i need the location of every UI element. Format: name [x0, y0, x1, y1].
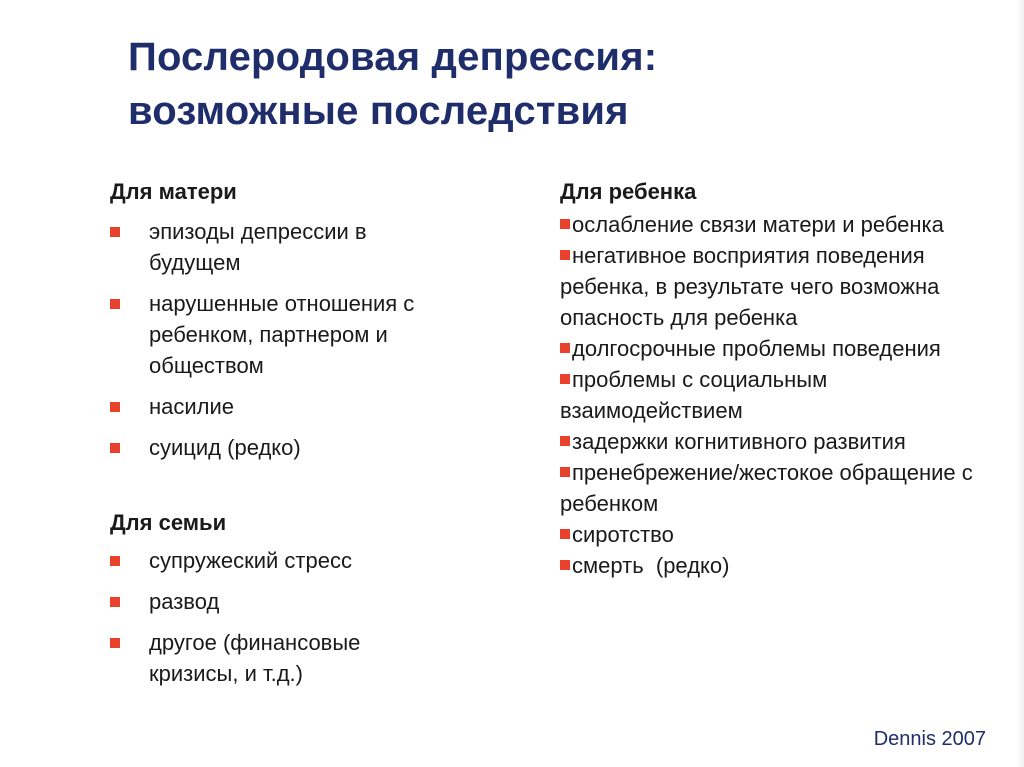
child-list-item-text: негативное восприятия поведения ребенка, в результате чего возможна опасность для ребенка — [560, 243, 940, 330]
mother-list-item-text: суицид (редко) — [149, 435, 301, 460]
family-list-item-text: развод — [149, 589, 220, 614]
square-bullet-icon — [560, 529, 570, 539]
child-list-item — [560, 240, 1000, 333]
child-list-item-text: смерть (редко) — [572, 553, 730, 578]
square-bullet-icon — [110, 443, 120, 453]
slide-title — [128, 30, 948, 138]
mother-list-item-text: нарушенные отношения с ребенком, партнером и обществом — [149, 291, 415, 378]
slide-title-line-1: Послеродовая депрессия: — [128, 35, 658, 79]
child-list-item-text: проблемы с социальным взаимодействием — [560, 367, 828, 423]
child-section-heading: Для ребенка — [560, 179, 697, 204]
square-bullet-icon — [560, 436, 570, 446]
slide-title-line-2: возможные последствия — [128, 89, 629, 133]
square-bullet-icon — [110, 227, 120, 237]
child-list-item-text: пренебрежение/жестокое обращение с ребенком — [560, 460, 973, 516]
square-bullet-icon — [560, 250, 570, 260]
child-list-item — [560, 364, 1000, 426]
mother-list-item — [110, 391, 440, 422]
family-section-heading: Для семьи — [110, 510, 227, 535]
square-bullet-icon — [560, 343, 570, 353]
child-list-item-text: ослабление связи матери и ребенка — [572, 212, 944, 237]
square-bullet-icon — [110, 299, 120, 309]
child-list-item-text: долгосрочные проблемы поведения — [572, 336, 941, 361]
family-list-item-text: супружеский стресс — [149, 548, 352, 573]
family-list-item-text: другое (финансовые кризисы, и т.д.) — [149, 630, 361, 686]
slide-edge-shadow — [1016, 0, 1024, 767]
square-bullet-icon — [560, 467, 570, 477]
mother-list-item-text: эпизоды депрессии в будущем — [149, 219, 367, 275]
square-bullet-icon — [110, 402, 120, 412]
child-list-item — [560, 519, 1000, 550]
square-bullet-icon — [560, 219, 570, 229]
child-list-item — [560, 333, 1000, 364]
child-list-item-text: сиротство — [572, 522, 674, 547]
family-list-item — [110, 586, 410, 617]
child-list-item-text: задержки когнитивного развития — [572, 429, 906, 454]
citation: Dennis 2007 — [873, 728, 986, 750]
square-bullet-icon — [110, 556, 120, 566]
child-list-item — [560, 209, 1000, 240]
mother-list-item-text: насилие — [149, 394, 235, 419]
square-bullet-icon — [560, 560, 570, 570]
family-list-item — [110, 545, 410, 576]
child-list-item — [560, 550, 1000, 581]
mother-list-item — [110, 288, 440, 381]
family-list — [110, 545, 410, 689]
mother-section-heading: Для матери — [110, 179, 237, 204]
child-list-item — [560, 457, 1000, 519]
child-list-item — [560, 426, 1000, 457]
mother-list — [110, 216, 440, 463]
square-bullet-icon — [110, 638, 120, 648]
mother-list-item — [110, 216, 440, 278]
family-list-item — [110, 627, 410, 689]
square-bullet-icon — [560, 374, 570, 384]
child-list — [560, 209, 1000, 581]
square-bullet-icon — [110, 597, 120, 607]
mother-list-item — [110, 432, 440, 463]
